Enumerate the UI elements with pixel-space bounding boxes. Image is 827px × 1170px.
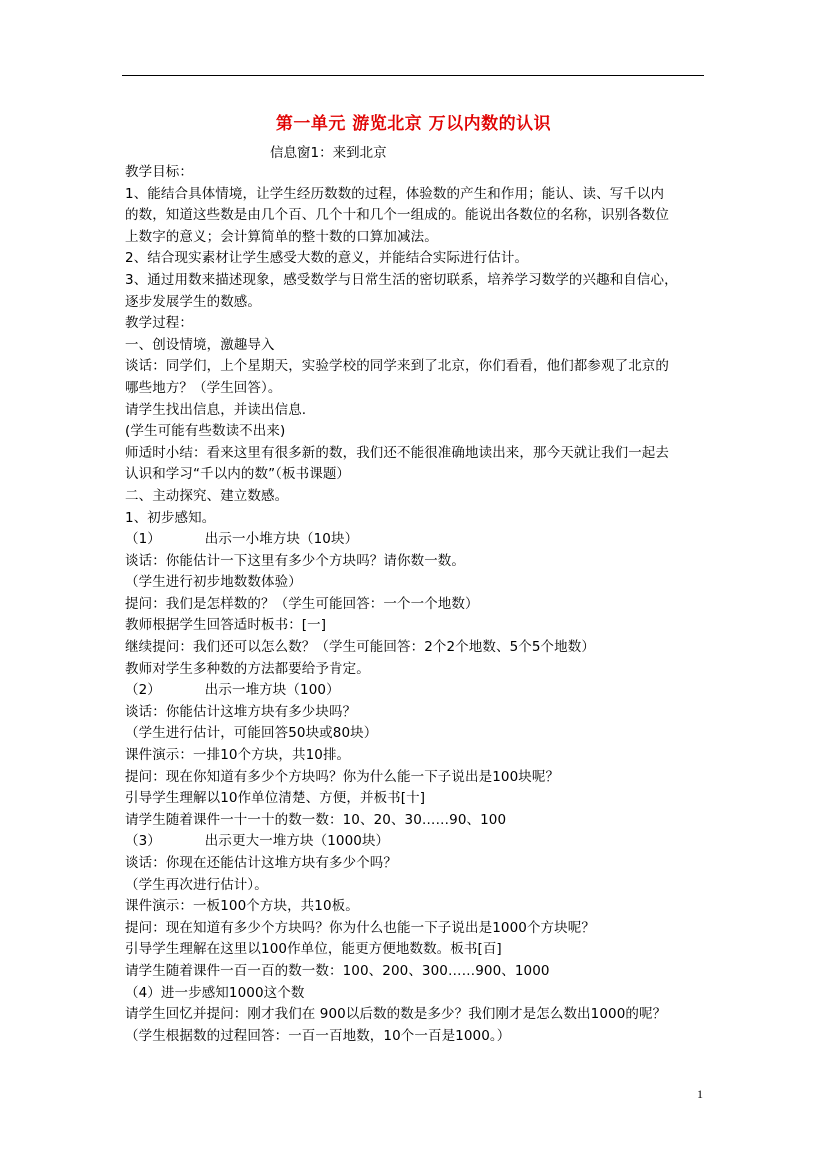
text-line: 3、通过用数来描述现象，感受数学与日常生活的密切联系，培养学习数学的兴趣和自信心， bbox=[125, 271, 678, 288]
text-line: （3） 出示更大一堆方块（1000块） bbox=[125, 833, 390, 850]
text-line: 课件演示：一排10个方块，共10排。 bbox=[125, 747, 351, 764]
text-line: 上数字的意义；会计算简单的整十数的口算加减法。 bbox=[125, 228, 438, 245]
text-line: 课件演示：一板100个方块，共10板。 bbox=[125, 898, 359, 915]
text-line: 请学生找出信息，并读出信息. bbox=[125, 401, 307, 418]
text-line: (学生可能有些数读不出来) bbox=[125, 423, 286, 440]
text-line: 1、初步感知。 bbox=[125, 509, 216, 526]
text-line: （2） 出示一堆方块（100） bbox=[125, 682, 340, 699]
text-line: 2、结合现实素材让学生感受大数的意义，并能结合实际进行估计。 bbox=[125, 250, 529, 267]
text-line: 谈话：你能估计这堆方块有多少块吗？ bbox=[125, 703, 357, 720]
text-line: 请学生回忆并提问：刚才我们在 900以后数的数是多少？我们刚才是怎么数出1000的呢？ bbox=[125, 1006, 667, 1023]
text-line: 的数，知道这些数是由几个百、几个十和几个一组成的。能说出各数位的名称，识别各数位 bbox=[125, 207, 669, 224]
document-subtitle: 信息窗1：来到北京 bbox=[270, 145, 387, 161]
text-line: （1） 出示一小堆方块（10块） bbox=[125, 531, 359, 548]
text-line: 继续提问：我们还可以怎么数？（学生可能回答：2个2个地数、5个5个地数） bbox=[125, 639, 595, 656]
text-line: 教学目标： bbox=[125, 164, 193, 180]
text-line: 逐步发展学生的数感。 bbox=[125, 293, 261, 310]
text-line: 谈话：同学们，上个星期天，实验学校的同学来到了北京，你们看看，他们都参观了北京的 bbox=[125, 358, 669, 375]
text-line: 教师对学生多种数的方法都要给予肯定。 bbox=[125, 660, 370, 677]
text-line: 提问：现在你知道有多少个方块吗？你为什么能一下子说出是100块呢？ bbox=[125, 768, 560, 785]
text-line: 引导学生理解以10作单位清楚、方便，并板书[十] bbox=[125, 790, 426, 807]
header-rule bbox=[122, 75, 704, 76]
text-line: （学生进行初步地数数体验） bbox=[125, 574, 302, 591]
text-line: 请学生随着课件一百一百的数一数：100、200、300……900、1000 bbox=[125, 962, 550, 979]
text-line: （学生进行估计，可能回答50块或80块） bbox=[125, 725, 378, 742]
document-body bbox=[125, 162, 707, 1047]
text-line: 一、创设情境，激趣导入 bbox=[125, 336, 275, 353]
text-line: 引导学生理解在这里以100作单位，能更方便地数数。板书[百] bbox=[125, 941, 502, 958]
text-line: 教学过程： bbox=[125, 315, 193, 332]
text-line: （学生再次进行估计）。 bbox=[125, 876, 268, 893]
page-number: 1 bbox=[697, 1087, 703, 1101]
text-line: 谈话：你能估计一下这里有多少个方块吗？请你数一数。 bbox=[125, 552, 465, 569]
text-line: （学生根据数的过程回答：一百一百地数，10个一百是1000。） bbox=[125, 1027, 511, 1044]
text-line: 师适时小结：看来这里有很多新的数，我们还不能很准确地读出来，那今天就让我们一起去 bbox=[125, 444, 669, 461]
text-line: 提问：我们是怎样数的？（学生可能回答：一个一个地数） bbox=[125, 595, 479, 612]
text-line: 哪些地方？（学生回答）。 bbox=[125, 379, 282, 396]
document-title: 第一单元 游览北京 万以内数的认识 bbox=[275, 114, 552, 134]
text-line: （4）进一步感知1000这个数 bbox=[125, 984, 305, 1001]
text-line: 提问：现在知道有多少个方块吗？你为什么也能一下子说出是1000个方块呢？ bbox=[125, 919, 595, 936]
text-line: 认识和学习“千以内的数”（板书课题） bbox=[125, 466, 351, 483]
text-line: 二、主动探究、建立数感。 bbox=[125, 487, 289, 504]
text-line: 1、能结合具体情境，让学生经历数数的过程，体验数的产生和作用；能认、读、写千以内 bbox=[125, 185, 665, 202]
text-line: 教师根据学生回答适时板书：[一] bbox=[125, 617, 327, 634]
text-line: 请学生随着课件一十一十的数一数：10、20、30……90、100 bbox=[125, 811, 507, 828]
text-line: 谈话：你现在还能估计这堆方块有多少个吗？ bbox=[125, 855, 397, 871]
